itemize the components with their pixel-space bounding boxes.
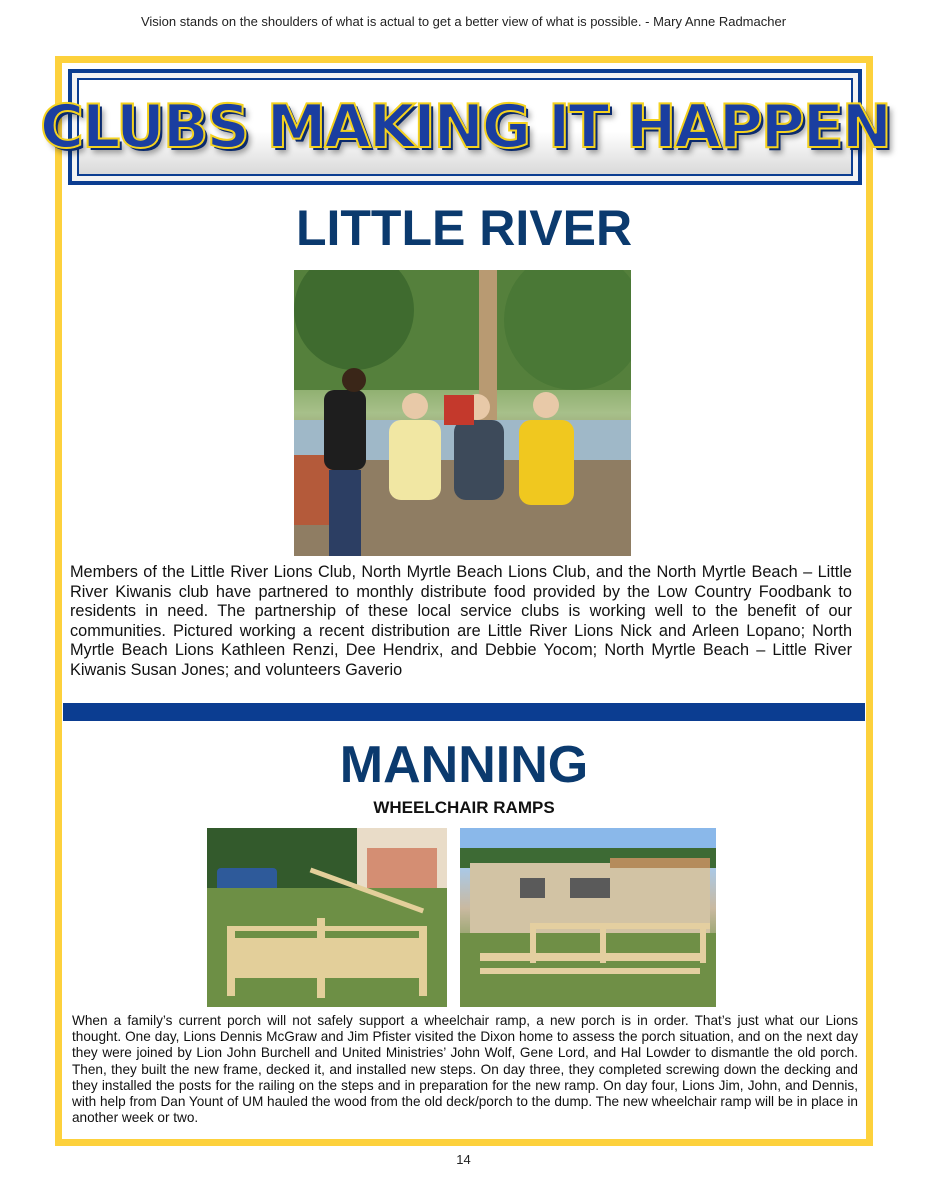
ramp-photo-2-illustration (460, 828, 716, 1007)
content-frame (40, 56, 890, 1146)
banner-title: CLUBS MAKING IT HAPPEN (40, 92, 890, 162)
manning-subtitle: WHEELCHAIR RAMPS (373, 798, 555, 817)
ramp-photo-2 (460, 828, 716, 1007)
banner (40, 69, 890, 185)
ramp-photo-1 (207, 828, 447, 1007)
section-title-little-river: LITTLE RIVER (295, 200, 633, 256)
section-divider (63, 703, 865, 721)
banner-inner (40, 78, 890, 176)
section-title-manning: MANNING (339, 736, 589, 794)
ramp-photo-1-illustration (207, 828, 447, 1007)
page-number: 14 (456, 1152, 471, 1167)
manning-caption: When a family’s current porch will not safely support a wheelchair ramp, a new porch is in order. That’s just what our Lions thought. One day, Lions Dennis McGraw and Jim Pfister visited the Dixon home to assess the porch situation, and on the next day they were joined by Lion John Burchell and United Ministries’ John Wolf, Gene Lord, and Hal Lowder to dismantle the old porch. Then, they built the new frame, decked it, and installed new steps. On day three, they completed screwing down the decking and they installed the posts for the railing on the steps and in preparation for the new ramp. On day four, Lions Jim, John, and Dennis, with help from Dan Yount of UM hauled the wood from the old deck/porch to the dump. The new wheelchair ramp will be in place in another week or two. (72, 1013, 858, 1126)
group-photo-illustration (294, 270, 631, 556)
group-photo (294, 270, 631, 556)
little-river-caption: Members of the Little River Lions Club, North Myrtle Beach Lions Club, and the North Myrtle Beach – Little River Kiwanis club have partnered to monthly distribute food provided by the Low Country Foodbank to residents in need. The partnership of these local service clubs is working well to the benefit of our communities. Pictured working a recent distribution are Little River Lions Nick and Arleen Lopano; North Myrtle Beach Lions Kathleen Renzi, Dee Hendrix, and Debbie Yocom; North Myrtle Beach – Little River Kiwanis Susan Jones; and volunteers Gaverio (70, 563, 852, 679)
header-quote: Vision stands on the shoulders of what is actual to get a better view of what is possible. - Mary Anne Radmacher (140, 14, 787, 29)
